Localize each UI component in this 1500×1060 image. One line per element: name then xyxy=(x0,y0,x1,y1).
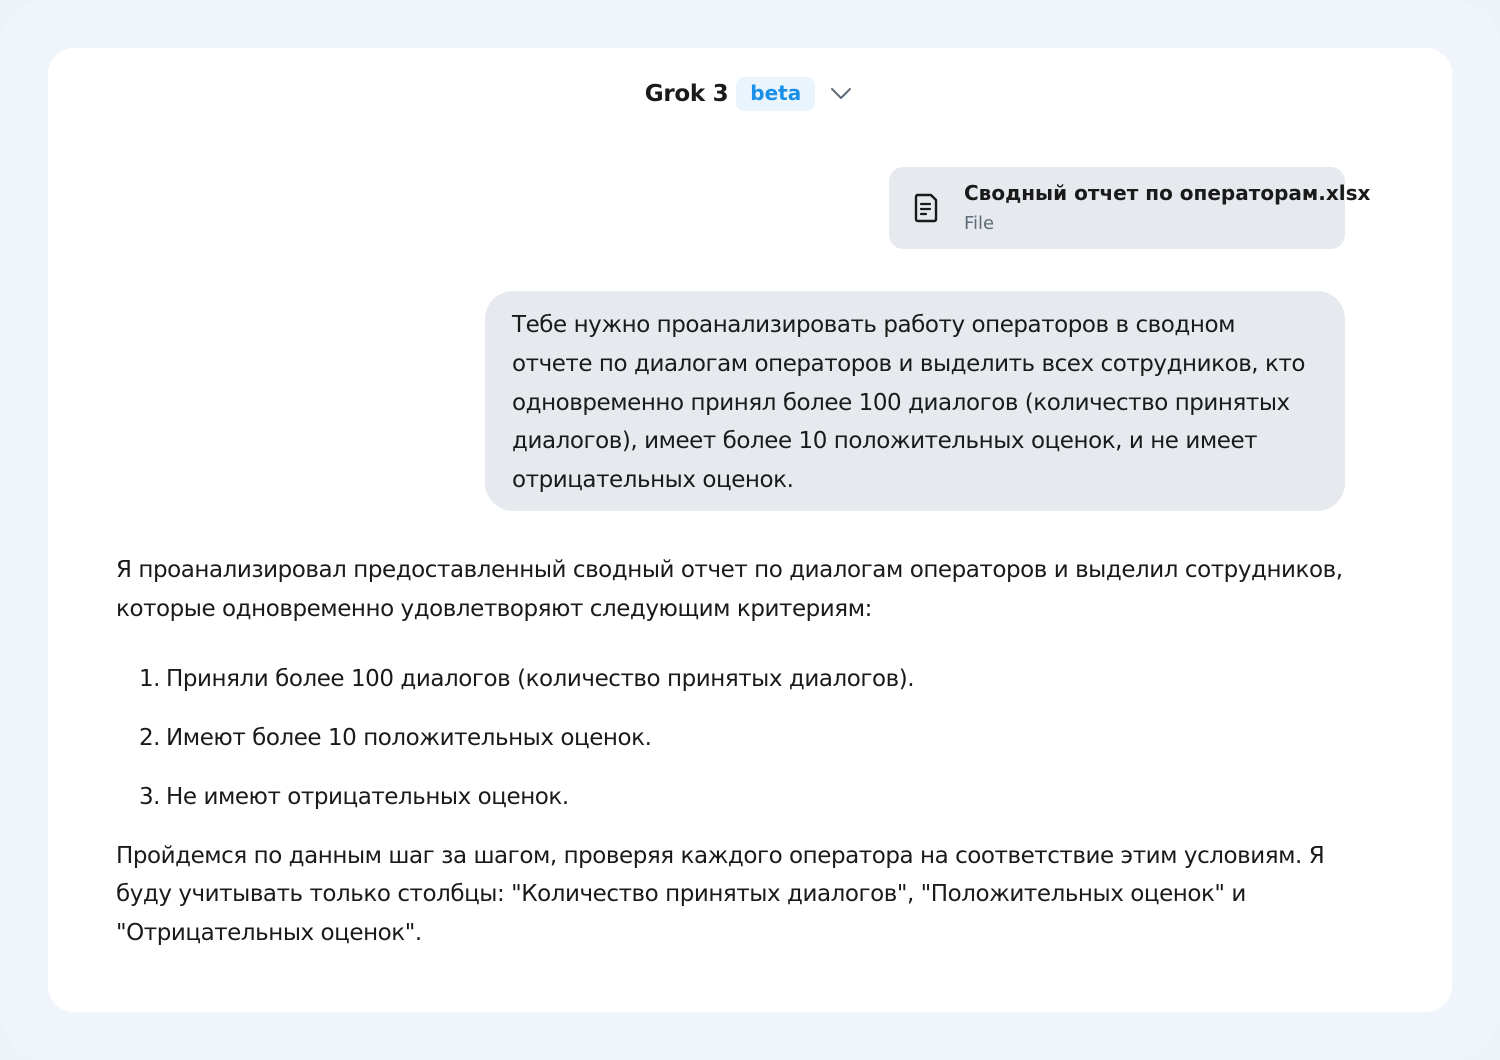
assistant-intro: Я проанализировал предоставленный сводный отчет по диалогам операторов и выделил сотрудников, которые одновременно удовлетворяют следующим критериям: xyxy=(116,557,1343,622)
user-message-text: Тебе нужно проанализировать работу операторов в сводном отчете по диалогам операторов и выделить всех сотрудников, кто одновременно принял более 100 диалогов (количество принятых диалогов), имеет более 10 положительных оценок, и не имеет отрицательных оценок. xyxy=(512,312,1306,494)
criteria-list xyxy=(116,660,1356,817)
file-name: Сводный отчет по операторам.xlsx xyxy=(964,181,1371,205)
file-type-label: File xyxy=(964,213,995,234)
list-item xyxy=(139,660,1356,699)
list-item-text: Приняли более 100 диалогов (количество принятых диалогов). xyxy=(166,665,915,692)
assistant-message xyxy=(116,551,1356,953)
model-selector[interactable] xyxy=(0,72,1500,116)
chevron-down-icon[interactable] xyxy=(827,80,855,108)
user-message-bubble xyxy=(485,291,1345,511)
model-name: Grok 3 xyxy=(644,81,729,107)
list-item-number: 2. xyxy=(139,724,161,751)
file-icon xyxy=(913,193,939,223)
beta-badge: beta xyxy=(736,77,815,111)
list-item xyxy=(139,719,1356,758)
list-item-text: Имеют более 10 положительных оценок. xyxy=(166,724,652,751)
assistant-followup: Пройдемся по данным шаг за шагом, проверяя каждого оператора на соответствие этим условиям. Я буду учитывать только столбцы: "Количество принятых диалогов", "Положительных оценок" и "Отрицательных оценок". xyxy=(116,842,1325,947)
list-item xyxy=(139,778,1356,817)
list-item-number: 3. xyxy=(139,783,161,810)
list-item-text: Не имеют отрицательных оценок. xyxy=(166,783,569,810)
list-item-number: 1. xyxy=(139,665,161,692)
file-attachment[interactable] xyxy=(889,167,1371,249)
